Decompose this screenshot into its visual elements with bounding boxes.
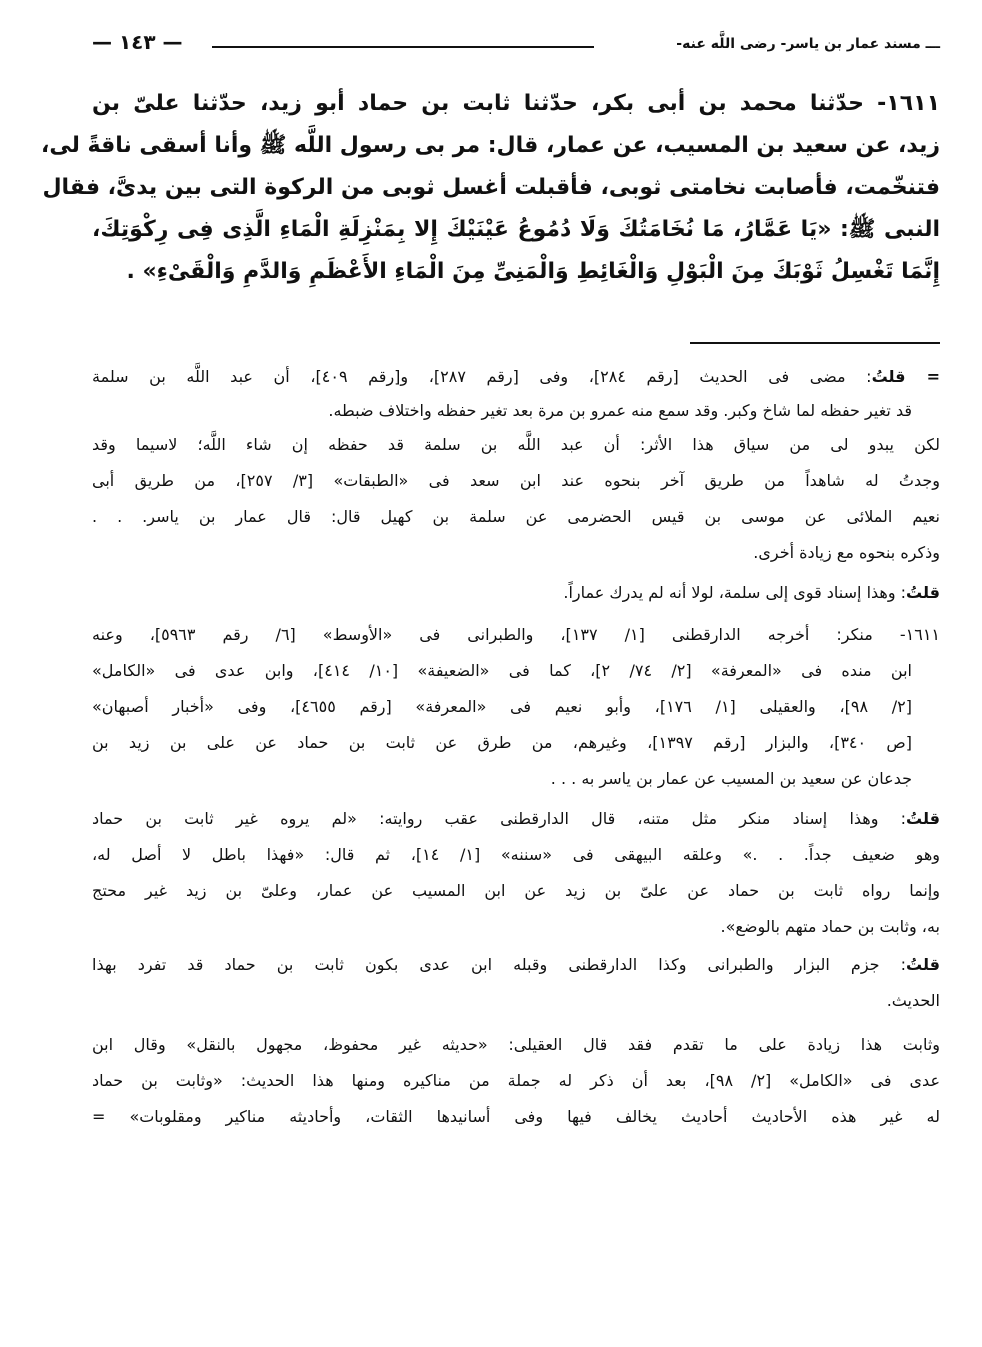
hadith-line: إِنَّمَا تَغْسِلُ ثَوْبَكَ مِنَ الْبَوْلِ وَالْغَائِطِ وَالْمَنِىِّ مِنَ الْمَاءِ الأَعْظَمِ وَالدَّمِ وَالْقَىْءِ» . xyxy=(126,259,940,284)
hadith-line: ١٦١١- حدّثنا محمد بن أبى بكر، حدّثنا ثابت بن حماد أبو زيد، حدّثنا علىّ بن xyxy=(92,91,940,116)
footnote-line: الحديث. xyxy=(886,991,940,1010)
qult-label: قلتُ xyxy=(906,955,940,974)
footnote-line: وثابت هذا زيادة على ما تقدم فقد قال العقيلى: «حديثه غير محفوظ، مجهول بالنقل» وقال ابن xyxy=(92,1035,940,1054)
header-rule xyxy=(212,46,594,48)
qult-label: قلتُ xyxy=(906,809,940,828)
footnote-line xyxy=(92,804,940,834)
footnote-line: ابن منده فى «المعرفة» [٢/ ٧٤/ ٢]، كما فى «الضعيفة» [١٠/ ٤١٤]، وابن عدى فى «الكامل» xyxy=(92,661,913,680)
footnote-line: وجدتُ له شاهداً من طريق آخر بنحوه عند ابن سعد فى «الطبقات» [٣/ ٢٥٧]، من طريق أبى xyxy=(92,471,941,490)
footnote-line xyxy=(92,578,940,608)
footnote-text: : مضى فى الحديث [رقم ٢٨٤]، وفى [رقم ٢٨٧]، و[رقم ٤٠٩]، أن عبد اللَّه بن سلمة xyxy=(92,367,872,386)
running-title: ـــ مسند عمار بن ياسر- رضى اللَّه عنه- xyxy=(676,36,940,52)
footnote-text: : جزم البزار والطبرانى وكذا الدارقطنى وقبله ابن عدى بكون ثابت بن حماد قد تفرد بهذا xyxy=(92,955,907,974)
footnote-line: ١٦١١- منكر: أخرجه الدارقطنى [١/ ١٣٧]، والطبرانى فى «الأوسط» [٦/ رقم ٥٩٦٣]، وعنه xyxy=(92,625,941,644)
footnote-line: لكن يبدو لى من سياق هذا الأثر: أن عبد اللَّه بن سلمة قد حفظه إن شاء اللَّه؛ لاسيما وقد xyxy=(92,435,940,454)
hadith-line: النبى ﷺ: «يَا عَمَّارُ، مَا نُخَامَتُكَ وَلَا دُمُوعُ عَيْنَيْكَ إِلا بِمَنْزِلَةِ الْمَاءِ الَّذِى فِى رِكْوَتِكَ، xyxy=(92,217,940,242)
footnote-separator xyxy=(690,342,940,344)
footnote-line: وإنما رواه ثابت بن حماد عن علىّ بن زيد عن ابن المسيب عن عمار، وعلىّ بن زيد غير محتج xyxy=(92,881,940,900)
footnote-text: : وهذا إسناد منكر مثل متنه، قال الدارقطنى عقب روايته: «لم يروه غير ثابت بن حماد xyxy=(92,809,907,828)
qult-label: = قلتُ xyxy=(871,367,941,386)
qult-label: قلتُ xyxy=(906,583,940,602)
page-number: — ١٤٣ — xyxy=(92,30,183,54)
hadith-line: فتنخّمت، فأصابت نخامتى ثوبى، فأقبلت أغسل ثوبى من الركوة التى بين يدىَّ، فقال xyxy=(42,175,940,200)
footnote-line xyxy=(92,950,940,980)
footnote-line xyxy=(92,362,940,392)
footnote-text: : وهذا إسناد قوى إلى سلمة، لولا أنه لم يدرك عماراً. xyxy=(563,583,907,602)
footnote-line: [٢/ ٩٨]، والعقيلى [١/ ١٧٦]، وأبو نعيم فى «المعرفة» [رقم ٤٦٥٥]، وفى «أخبار أصبهان» xyxy=(92,697,913,716)
hadith-line: زيد، عن سعيد بن المسيب، عن عمار، قال: مر بى رسول اللَّه ﷺ وأنا أسقى ناقةً لى، xyxy=(40,133,940,158)
footnote-line: قد تغير حفظه لما شاخ وكبر. وقد سمع منه عمرو بن مرة بعد تغير حفظه واختلاف ضبطه. xyxy=(328,401,912,420)
footnote-line: [ص ٣٤٠]، والبزار [رقم ١٣٩٧]، وغيرهم، من طرق عن ثابت بن حماد عن على بن زيد بن xyxy=(92,733,912,752)
footnote-line: جدعان عن سعيد بن المسيب عن عمار بن ياسر به . . . xyxy=(550,769,912,788)
footnote-line: له غير هذه الأحاديث أحاديث يخالف فيها وفى أسانيدها الثقات، وأحاديثه مناكير ومقلوبات» = xyxy=(92,1107,940,1126)
footnote-line: نعيم الملائى عن موسى بن قيس الحضرمى عن سلمة بن كهيل قال: قال عمار بن ياسر. . . xyxy=(92,507,940,526)
footnote-line: وذكره بنحوه مع زيادة أخرى. xyxy=(753,543,940,562)
footnote-line: وهو ضعيف جداً. . .» وعلقه البيهقى فى «سننه» [١/ ١٤]، ثم قال: «فهذا باطل لا أصل له، xyxy=(92,845,941,864)
footnote-line: به، وثابت بن حماد متهم بالوضع». xyxy=(720,917,940,936)
footnote-line: عدى فى «الكامل» [٢/ ٩٨]، بعد أن ذكر له جملة من مناكيره ومنها هذا الحديث: «وثابت بن حماد xyxy=(92,1071,941,1090)
